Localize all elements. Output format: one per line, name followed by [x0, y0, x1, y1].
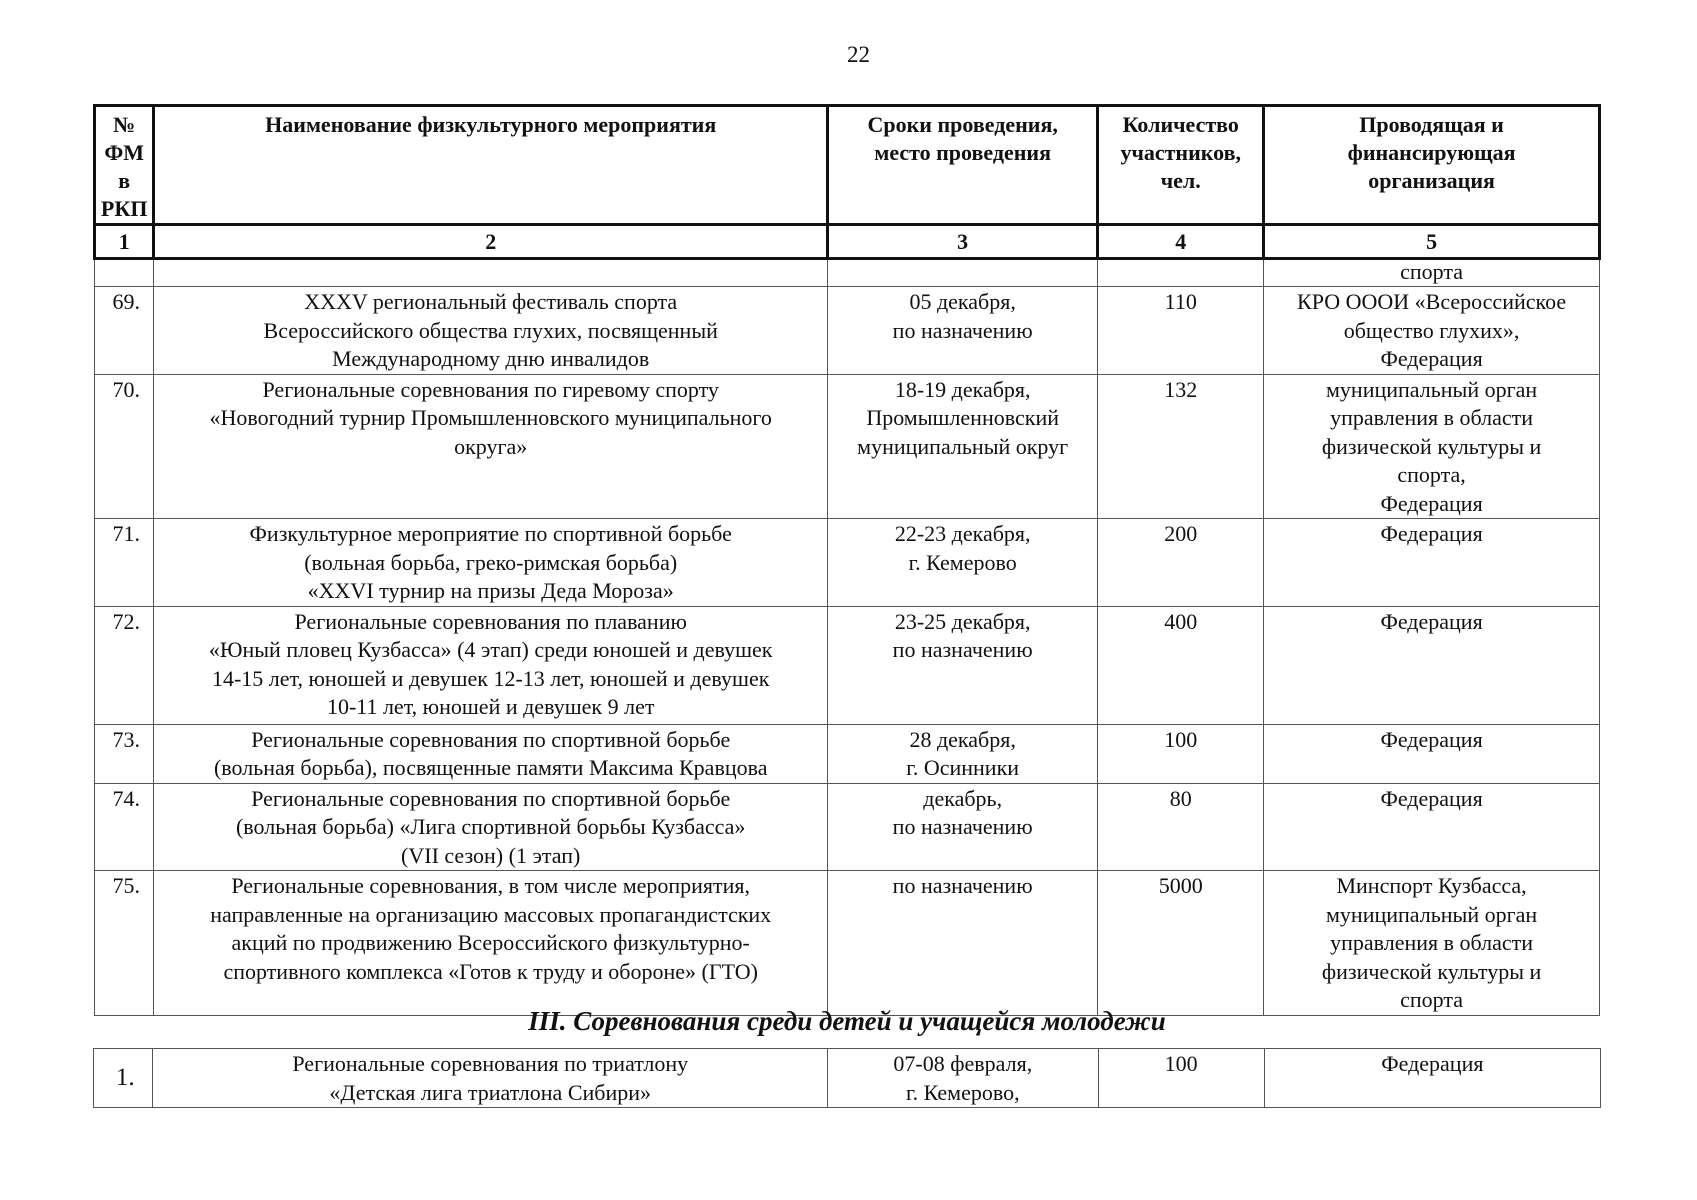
event-name: Физкультурное мероприятие по спортивной борьбе (вольная борьба, греко-римская борьба) «XXVI турнир на призы Деда Мороза»: [154, 519, 828, 607]
participants-count: 400: [1098, 606, 1264, 724]
event-dates: 05 декабря, по назначению: [828, 287, 1098, 375]
table-row: [95, 606, 1600, 724]
event-name: Региональные соревнования, в том числе мероприятия, направленные на организацию массовых пропагандистских акций по продвижению Всероссийского физкультурно- спортивного комплекса «Готов к труду и обороне» (ГТО): [154, 871, 828, 1016]
organizer: Федерация: [1264, 519, 1600, 607]
row-number: 75.: [95, 871, 154, 1016]
header-col-dates: Сроки проведения, место проведения: [828, 106, 1098, 225]
event-name: Региональные соревнования по триатлону «Детская лига триатлона Сибири»: [153, 1049, 828, 1108]
events-table: [93, 104, 1601, 1016]
participants-count: 100: [1098, 724, 1264, 783]
row-number: 1.: [94, 1049, 153, 1108]
event-dates: 22-23 декабря, г. Кемерово: [828, 519, 1098, 607]
participants-count: 110: [1098, 287, 1264, 375]
row-number: 73.: [95, 724, 154, 783]
table-row: [95, 724, 1600, 783]
column-numbers-row: [95, 225, 1600, 259]
section-title: III. Соревнования среди детей и учащейся молодежи: [528, 1006, 1166, 1036]
organizer: Федерация: [1264, 1049, 1600, 1108]
event-name: Региональные соревнования по спортивной борьбе (вольная борьба) «Лига спортивной борьбы Кузбасса» (VII сезон) (1 этап): [154, 783, 828, 871]
table-header: [95, 106, 1600, 259]
header-col-name: Наименование физкультурного мероприятия: [154, 106, 828, 225]
participants-count: 100: [1098, 1049, 1264, 1108]
table-row: [95, 374, 1600, 519]
organizer: Федерация: [1264, 783, 1600, 871]
event-dates: 07-08 февраля, г. Кемерово,: [828, 1049, 1099, 1108]
organizer: Федерация: [1264, 606, 1600, 724]
continuation-row: [95, 259, 1600, 287]
organizer: Федерация: [1264, 724, 1600, 783]
table-row: [95, 871, 1600, 1016]
row-number: 74.: [95, 783, 154, 871]
section-table: [93, 1048, 1601, 1108]
row-number: 70.: [95, 374, 154, 519]
event-dates: 23-25 декабря, по назначению: [828, 606, 1098, 724]
column-number: 2: [154, 225, 828, 259]
row-number: 69.: [95, 287, 154, 375]
page-number: 22: [847, 42, 870, 67]
event-dates: 28 декабря, г. Осинники: [828, 724, 1098, 783]
column-number: 5: [1264, 225, 1600, 259]
organizer: муниципальный орган управления в области физической культуры и спорта, Федерация: [1264, 374, 1600, 519]
event-name: Региональные соревнования по гиревому спорту «Новогодний турнир Промышленновского муниципального округа»: [154, 374, 828, 519]
column-number: 3: [828, 225, 1098, 259]
table-row: [95, 519, 1600, 607]
header-col-count: Количество участников, чел.: [1098, 106, 1264, 225]
header-col-number: № ФМ в РКП: [95, 106, 154, 225]
header-col-org: Проводящая и финансирующая организация: [1264, 106, 1600, 225]
organizer: Минспорт Кузбасса, муниципальный орган управления в области физической культуры и спорта: [1264, 871, 1600, 1016]
event-dates: 18-19 декабря, Промышленновский муниципальный округ: [828, 374, 1098, 519]
row-number: 72.: [95, 606, 154, 724]
row-number: 71.: [95, 519, 154, 607]
event-name: Региональные соревнования по спортивной борьбе (вольная борьба), посвященные памяти Максима Кравцова: [154, 724, 828, 783]
participants-count: 132: [1098, 374, 1264, 519]
participants-count: 80: [1098, 783, 1264, 871]
column-number: 1: [95, 225, 154, 259]
table-row: [94, 1049, 1601, 1108]
event-dates: по назначению: [828, 871, 1098, 1016]
organizer: КРО ОООИ «Всероссийское общество глухих», Федерация: [1264, 287, 1600, 375]
event-dates: декабрь, по назначению: [828, 783, 1098, 871]
org-cell: спорта: [1264, 259, 1600, 287]
event-name: XXXV региональный фестиваль спорта Всероссийского общества глухих, посвященный Международному дню инвалидов: [154, 287, 828, 375]
participants-count: 5000: [1098, 871, 1264, 1016]
table-row: [95, 783, 1600, 871]
participants-count: 200: [1098, 519, 1264, 607]
event-name: Региональные соревнования по плаванию «Юный пловец Кузбасса» (4 этап) среди юношей и девушек 14-15 лет, юношей и девушек 12-13 лет, юношей и девушек 10-11 лет, юношей и девушек 9 лет: [154, 606, 828, 724]
column-number: 4: [1098, 225, 1264, 259]
table-row: [95, 287, 1600, 375]
